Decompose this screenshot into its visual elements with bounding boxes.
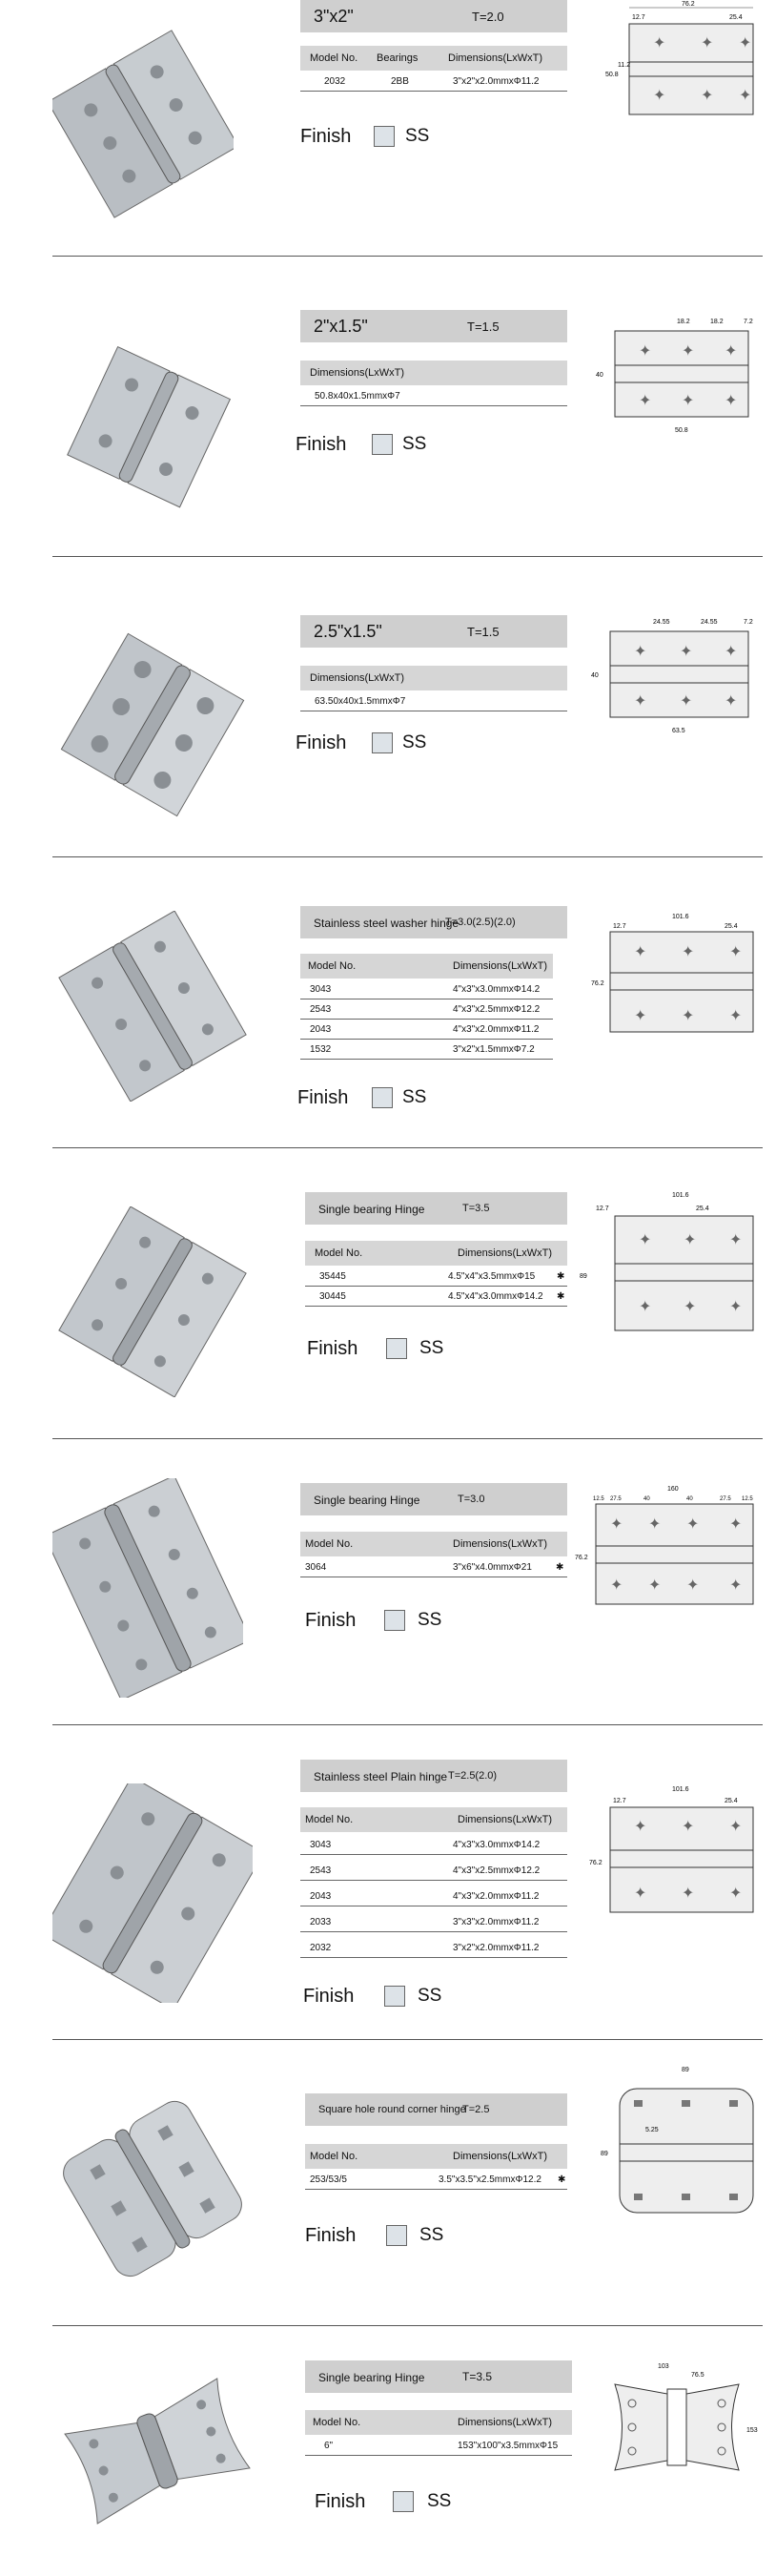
header-dimensions: Dimensions(LxWxT) (453, 1538, 548, 1550)
hinge-photo (52, 29, 234, 219)
svg-text:✦: ✦ (729, 1886, 743, 1902)
cell-model: 3064 (305, 1562, 327, 1573)
dim-knuckle: 11.2 (618, 62, 631, 69)
svg-text:✦: ✦ (725, 343, 738, 360)
dim-length: 160 (667, 1486, 679, 1493)
model-title: 3"x2" (314, 7, 354, 26)
finish-swatch (372, 1087, 393, 1108)
finish-label: Finish (303, 1986, 355, 2007)
svg-text:✦: ✦ (739, 88, 752, 104)
section-divider (52, 2039, 763, 2040)
dim-length: 89 (682, 2067, 689, 2073)
finish-swatch (374, 126, 395, 147)
svg-text:✦: ✦ (680, 644, 693, 660)
model-title-bar (300, 0, 567, 32)
svg-text:✦: ✦ (739, 35, 752, 52)
model-title: Single bearing Hinge (318, 1203, 425, 1216)
spec-table-header (305, 1241, 567, 1266)
svg-text:✦: ✦ (729, 1516, 743, 1533)
thickness-label: T=2.5(2.0) (448, 1770, 498, 1782)
hinge-photo (57, 2365, 257, 2537)
hinge-photo (57, 2093, 248, 2284)
dimension-drawing (572, 1483, 763, 1617)
model-title: Stainless steel washer hinge (314, 917, 459, 930)
cell-dimensions: 3"x2"x2.0mmxΦ11.2 (453, 76, 540, 87)
dim-length: 101.6 (672, 1786, 689, 1793)
dim-length: 76.2 (682, 1, 695, 8)
cell-model: 2543 (310, 1004, 332, 1015)
dim-width: 89 (580, 1273, 587, 1280)
model-title: Stainless steel Plain hinge (314, 1770, 448, 1783)
dim-offset: 12.7 (596, 1206, 609, 1212)
svg-text:✦: ✦ (682, 1886, 695, 1902)
dim-spacing-a: 24.55 (653, 619, 670, 626)
header-bearings: Bearings (377, 52, 419, 64)
dim-length: 63.5 (672, 728, 685, 734)
spec-table-row (300, 1041, 553, 1060)
svg-text:✦: ✦ (634, 944, 647, 960)
dim-edge: 7.2 (744, 619, 753, 626)
finish-label: Finish (296, 732, 347, 753)
cell-dimensions: 3"x2"x2.0mmxΦ11.2 (453, 1943, 540, 1953)
header-model-no: Model No. (310, 52, 358, 64)
dim-spacing: 76.5 (691, 2372, 705, 2379)
product-section-8 (0, 2041, 776, 2327)
svg-text:✦: ✦ (701, 88, 714, 104)
spec-table-row (300, 1836, 567, 1855)
spec-table-row (305, 2437, 572, 2456)
dim-width: 40 (596, 372, 603, 379)
dim-spacing: 25.4 (729, 14, 743, 21)
hinge-photo (57, 911, 248, 1102)
spec-table-row (300, 692, 567, 711)
svg-text:✦: ✦ (639, 1299, 652, 1315)
cell-model: 6" (324, 2441, 334, 2451)
cell-model: 2032 (324, 76, 346, 87)
dim-offset: 12.7 (613, 1798, 626, 1804)
finish-value: SS (419, 2225, 444, 2245)
header-dimensions: Dimensions(LxWxT) (453, 2151, 548, 2162)
cell-model: 1532 (310, 1044, 332, 1055)
finish-label: Finish (305, 2225, 357, 2246)
product-section-4 (0, 858, 776, 1149)
svg-text:✦: ✦ (682, 944, 695, 960)
hinge-photo (57, 629, 248, 820)
cell-dimensions: 4"x3"x3.0mmxΦ14.2 (453, 1840, 541, 1850)
dim-hole: 5.25 (645, 2127, 659, 2133)
dim-spacing: 25.4 (696, 1206, 709, 1212)
svg-text:✦: ✦ (729, 1819, 743, 1835)
model-title-bar (305, 2093, 567, 2126)
spec-table-header (300, 666, 567, 690)
svg-text:✦: ✦ (725, 693, 738, 710)
dim-spacing: 25.4 (725, 923, 738, 930)
svg-text:✦: ✦ (634, 644, 647, 660)
spec-table-row (300, 1000, 553, 1020)
hinge-photo (57, 1206, 248, 1397)
dim-e: 27.5 (720, 1496, 731, 1502)
svg-text:✦: ✦ (639, 343, 652, 360)
model-title: 2.5"x1.5" (314, 622, 382, 641)
svg-text:✦: ✦ (634, 1886, 647, 1902)
finish-swatch (372, 434, 393, 455)
dimension-drawing (577, 1187, 763, 1340)
dim-spacing-b: 24.55 (701, 619, 718, 626)
finish-label: Finish (297, 1087, 349, 1108)
dimension-drawing (601, 0, 763, 124)
product-section-7 (0, 1726, 776, 2041)
spec-table-row (305, 1267, 567, 1287)
header-model-no: Model No. (310, 2151, 358, 2162)
header-model-no: Model No. (305, 1814, 354, 1825)
cell-dimensions: 153"x100"x3.5mmxΦ15 (458, 2441, 559, 2451)
model-title: Single bearing Hinge (318, 2371, 425, 2384)
dim-edge: 7.2 (744, 319, 753, 325)
dim-width: 76.2 (575, 1555, 588, 1561)
cell-dimensions: 4"x3"x3.0mmxΦ14.2 (453, 984, 541, 995)
star-icon: ✱ (558, 2174, 566, 2185)
svg-text:✦: ✦ (682, 393, 695, 409)
cell-model: 253/53/5 (310, 2174, 347, 2185)
dim-width: 76.2 (591, 980, 604, 987)
dimension-drawing (591, 310, 763, 443)
dimension-drawing (586, 1783, 763, 1927)
svg-text:✦: ✦ (648, 1577, 662, 1594)
cell-bearings: 2BB (391, 76, 409, 87)
product-section-6 (0, 1440, 776, 1726)
svg-text:✦: ✦ (729, 1232, 743, 1248)
finish-label: Finish (315, 2491, 366, 2512)
finish-value: SS (405, 126, 430, 146)
cell-dimensions: 3"x3"x2.0mmxΦ11.2 (453, 1917, 540, 1927)
thickness-label: T=1.5 (467, 319, 500, 334)
cell-model: 3043 (310, 1840, 332, 1850)
spec-table-header (300, 1532, 567, 1556)
cell-model: 3043 (310, 984, 332, 995)
model-title-bar (300, 615, 567, 648)
spec-table-header (305, 2144, 567, 2169)
hinge-photo (52, 1783, 253, 2003)
cell-model: 30445 (319, 1291, 346, 1302)
svg-text:✦: ✦ (634, 1819, 647, 1835)
model-title-bar (300, 1760, 567, 1792)
section-divider (52, 256, 763, 257)
svg-text:✦: ✦ (610, 1516, 623, 1533)
header-model-no: Model No. (308, 960, 357, 972)
dimension-drawing (596, 2360, 763, 2489)
thickness-label: T=2.5 (462, 2104, 490, 2115)
dim-width: 89 (601, 2151, 608, 2157)
svg-text:✦: ✦ (686, 1516, 700, 1533)
header-dimensions: Dimensions(LxWxT) (453, 960, 548, 972)
header-dimensions: Dimensions(LxWxT) (310, 672, 405, 684)
finish-label: Finish (305, 1610, 357, 1631)
finish-value: SS (402, 1087, 427, 1107)
svg-text:✦: ✦ (684, 1299, 697, 1315)
dim-b: 27.5 (610, 1496, 622, 1502)
spec-table-row (300, 1887, 567, 1906)
spec-table-row (300, 1913, 567, 1932)
svg-text:✦: ✦ (610, 1577, 623, 1594)
section-divider (52, 1724, 763, 1725)
dimension-drawing (586, 610, 763, 744)
cell-model: 2543 (310, 1865, 332, 1876)
section-divider (52, 556, 763, 557)
section-divider (52, 1147, 763, 1148)
finish-value: SS (427, 2491, 452, 2511)
cell-model: 2043 (310, 1891, 332, 1902)
svg-text:✦: ✦ (729, 1299, 743, 1315)
svg-text:✦: ✦ (725, 393, 738, 409)
finish-swatch (386, 2225, 407, 2246)
finish-value: SS (418, 1986, 442, 2006)
spec-table-row (300, 1939, 567, 1958)
section-divider (52, 856, 763, 857)
product-section-9 (0, 2327, 776, 2576)
finish-swatch (372, 732, 393, 753)
spec-table-row (300, 1862, 567, 1881)
finish-value: SS (419, 1338, 444, 1358)
product-section-5 (0, 1149, 776, 1440)
spec-table-row (300, 72, 567, 92)
cell-dimensions: 4"x3"x2.5mmxΦ12.2 (453, 1004, 541, 1015)
svg-text:✦: ✦ (634, 693, 647, 710)
cell-dimensions: 50.8x40x1.5mmxΦ7 (315, 391, 400, 402)
cell-model: 35445 (319, 1271, 346, 1282)
finish-label: Finish (307, 1338, 358, 1359)
thickness-label: T=2.0 (472, 10, 504, 24)
model-title: Single bearing Hinge (314, 1494, 420, 1507)
thickness-label: T=3.5 (462, 2370, 493, 2383)
cell-dimensions: 3"x6"x4.0mmxΦ21 (453, 1562, 532, 1573)
dim-length: 50.8 (675, 427, 688, 434)
spec-table-header (305, 2410, 572, 2435)
svg-text:✦: ✦ (682, 1819, 695, 1835)
svg-text:✦: ✦ (639, 393, 652, 409)
dim-length: 101.6 (672, 914, 689, 920)
spec-table-row (300, 980, 553, 999)
dimension-drawing (596, 2060, 763, 2222)
dim-a: 12.5 (593, 1496, 604, 1502)
model-title-bar (305, 2360, 572, 2393)
model-title-bar (300, 310, 567, 342)
spec-table-row (300, 1558, 567, 1577)
finish-swatch (384, 1986, 405, 2007)
spec-table-row (305, 1288, 567, 1307)
dim-spacing: 25.4 (725, 1798, 738, 1804)
star-icon: ✱ (557, 1271, 565, 1282)
header-dimensions: Dimensions(LxWxT) (448, 52, 543, 64)
product-section-1 (0, 0, 776, 258)
spec-table-header (300, 954, 553, 979)
model-title-bar (300, 1483, 567, 1515)
cell-dimensions: 3.5"x3.5"x2.5mmxΦ12.2 (439, 2174, 541, 2185)
svg-text:✦: ✦ (729, 1008, 743, 1024)
thickness-label: T=3.5 (462, 1203, 490, 1214)
header-model-no: Model No. (313, 2417, 361, 2428)
thickness-label: T=1.5 (467, 625, 500, 639)
cell-dimensions: 4"x3"x2.0mmxΦ11.2 (453, 1024, 540, 1035)
model-title: Square hole round corner hinge (318, 2104, 466, 2115)
header-dimensions: Dimensions(LxWxT) (458, 1247, 553, 1259)
model-title-bar (300, 906, 567, 938)
svg-text:✦: ✦ (653, 88, 666, 104)
finish-swatch (384, 1610, 405, 1631)
dim-f: 12.5 (742, 1496, 753, 1502)
header-dimensions: Dimensions(LxWxT) (458, 2417, 553, 2428)
header-dimensions: Dimensions(LxWxT) (310, 367, 405, 379)
cell-dimensions: 4"x3"x2.5mmxΦ12.2 (453, 1865, 541, 1876)
dimension-drawing (586, 911, 763, 1054)
cell-model: 2032 (310, 1943, 332, 1953)
svg-text:✦: ✦ (682, 343, 695, 360)
svg-text:✦: ✦ (639, 1232, 652, 1248)
star-icon: ✱ (556, 1562, 564, 1573)
svg-text:✦: ✦ (729, 944, 743, 960)
spec-table-row (300, 1020, 553, 1040)
svg-text:✦: ✦ (729, 1577, 743, 1594)
finish-value: SS (418, 1610, 442, 1630)
finish-label: Finish (296, 434, 347, 455)
spec-table-header (300, 46, 567, 71)
product-section-3 (0, 558, 776, 858)
dim-c: 40 (643, 1496, 650, 1502)
header-model-no: Model No. (315, 1247, 363, 1259)
star-icon: ✱ (557, 1291, 565, 1302)
model-title: 2"x1.5" (314, 317, 368, 336)
svg-text:✦: ✦ (680, 693, 693, 710)
hinge-photo (52, 1478, 243, 1698)
section-divider (52, 1438, 763, 1439)
section-divider (52, 2325, 763, 2326)
thickness-label: T=3.0(2.5)(2.0) (445, 917, 516, 928)
svg-text:✦: ✦ (686, 1577, 700, 1594)
cell-dimensions: 4"x3"x2.0mmxΦ11.2 (453, 1891, 540, 1902)
svg-text:✦: ✦ (725, 644, 738, 660)
spec-table-row (305, 2171, 567, 2190)
dim-width: 76.2 (589, 1860, 602, 1866)
model-title-bar (305, 1192, 567, 1225)
cell-model: 2033 (310, 1917, 332, 1927)
svg-text:✦: ✦ (701, 35, 714, 52)
finish-swatch (386, 1338, 407, 1359)
dim-d: 40 (686, 1496, 693, 1502)
svg-text:✦: ✦ (682, 1008, 695, 1024)
finish-label: Finish (300, 126, 352, 147)
svg-text:✦: ✦ (634, 1008, 647, 1024)
dim-width: 50.8 (605, 72, 619, 78)
dim-length: 153 (746, 2427, 758, 2434)
svg-text:✦: ✦ (653, 35, 666, 52)
hinge-photo (57, 334, 238, 525)
header-model-no: Model No. (305, 1538, 354, 1550)
finish-value: SS (402, 732, 427, 752)
dim-width: 40 (591, 672, 599, 679)
finish-value: SS (402, 434, 427, 454)
cell-model: 2043 (310, 1024, 332, 1035)
header-dimensions: Dimensions(LxWxT) (458, 1814, 553, 1825)
cell-dimensions: 3"x2"x1.5mmxΦ7.2 (453, 1044, 535, 1055)
dim-offset: 12.7 (613, 923, 626, 930)
cell-dimensions: 4.5"x4"x3.0mmxΦ14.2 (448, 1291, 543, 1302)
cell-dimensions: 63.50x40x1.5mmxΦ7 (315, 696, 406, 707)
spec-table-header (300, 361, 567, 385)
svg-text:✦: ✦ (684, 1232, 697, 1248)
svg-text:✦: ✦ (648, 1516, 662, 1533)
product-section-2 (0, 258, 776, 558)
cell-dimensions: 4.5"x4"x3.5mmxΦ15 (448, 1271, 536, 1282)
dim-spacing-b: 18.2 (710, 319, 724, 325)
dim-height: 103 (658, 2363, 669, 2370)
spec-table-header (300, 1807, 567, 1832)
dim-offset: 12.7 (632, 14, 645, 21)
dim-spacing-a: 18.2 (677, 319, 690, 325)
spec-table-row (300, 387, 567, 406)
finish-swatch (393, 2491, 414, 2512)
dim-length: 101.6 (672, 1192, 689, 1199)
thickness-label: T=3.0 (458, 1494, 485, 1505)
